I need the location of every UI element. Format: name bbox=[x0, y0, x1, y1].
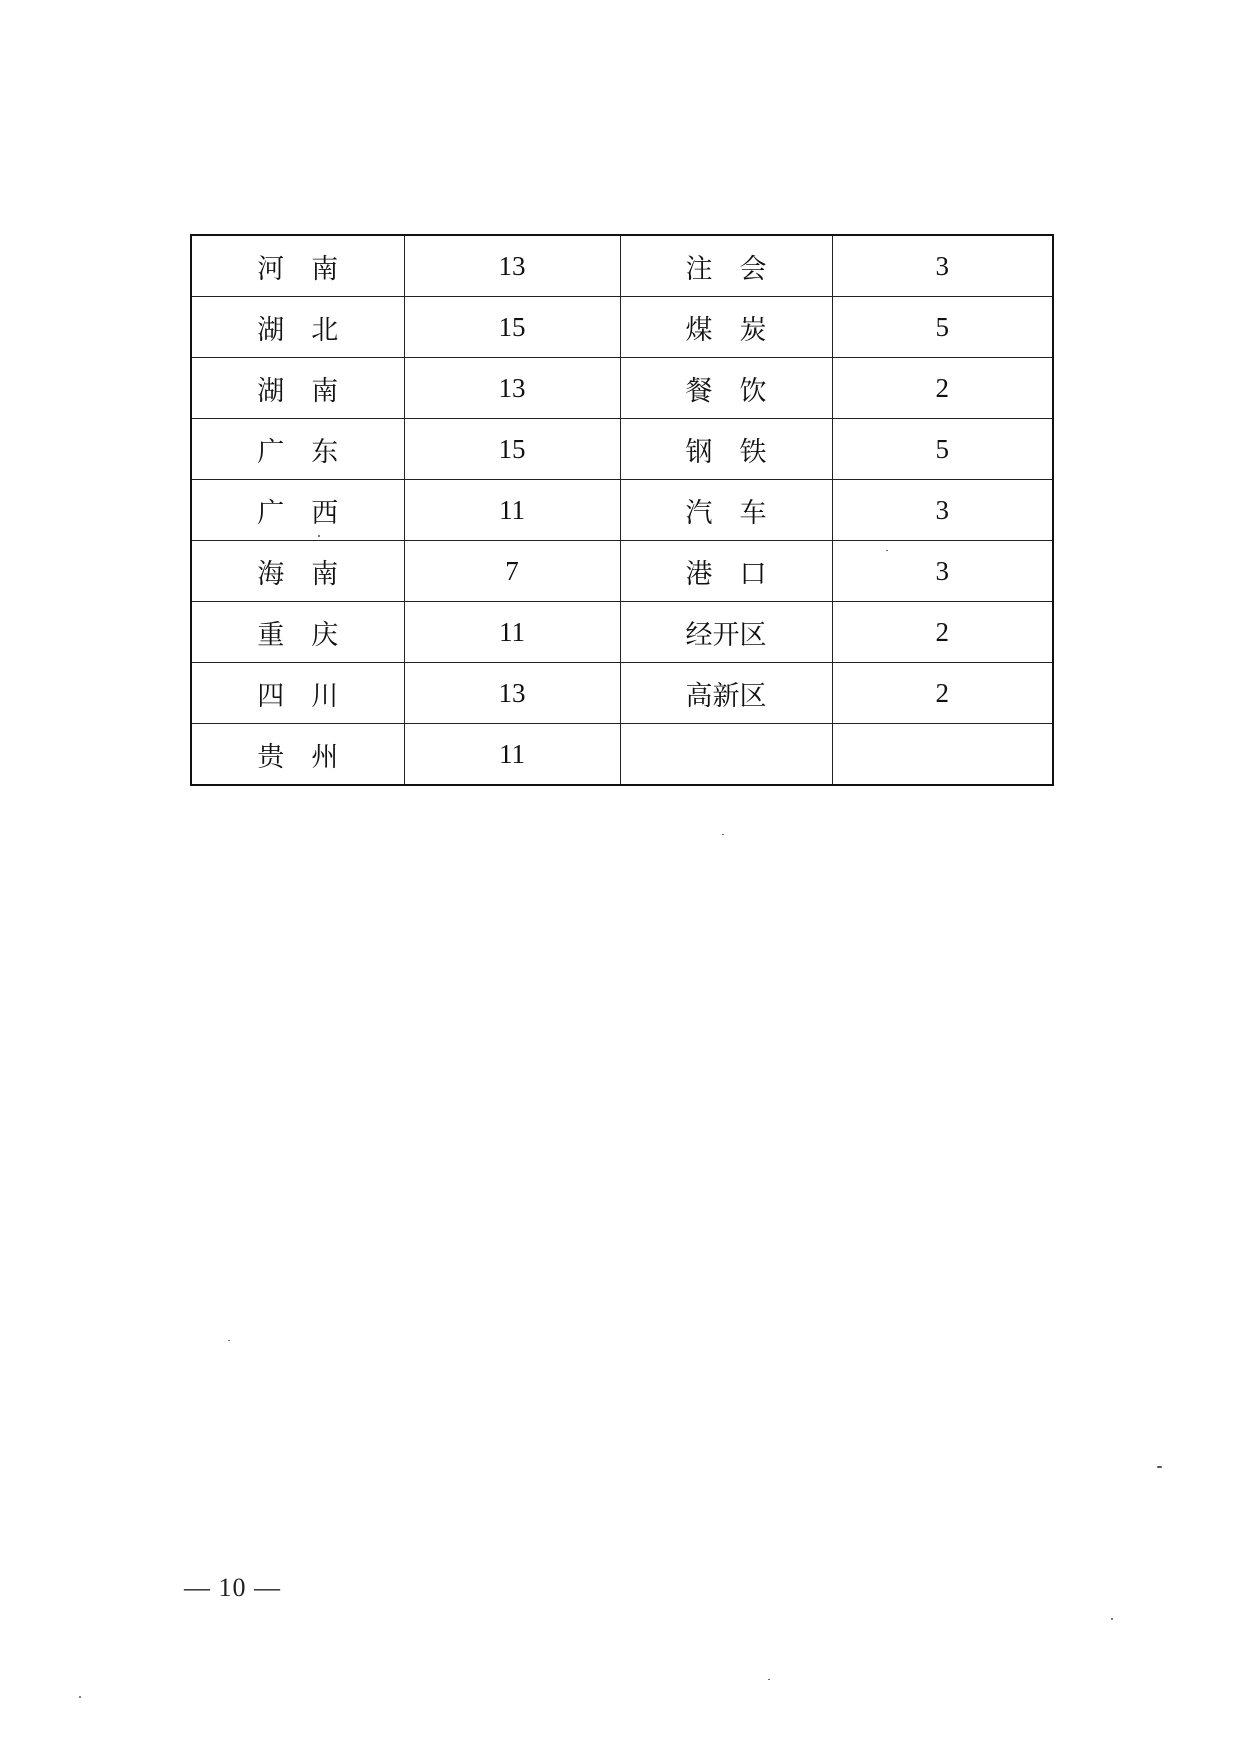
category-count: 2 bbox=[832, 602, 1053, 663]
table-row bbox=[191, 480, 1053, 541]
table-row bbox=[191, 541, 1053, 602]
category-count: 3 bbox=[832, 235, 1053, 297]
province-name: 四 川 bbox=[191, 663, 404, 724]
category-name: 注 会 bbox=[620, 235, 832, 297]
category-count bbox=[832, 724, 1053, 786]
category-name: 汽 车 bbox=[620, 480, 832, 541]
table-row bbox=[191, 297, 1053, 358]
province-name: 广 东 bbox=[191, 419, 404, 480]
category-name: 煤 炭 bbox=[620, 297, 832, 358]
category-name: 经开区 bbox=[620, 602, 832, 663]
category-count: 2 bbox=[832, 358, 1053, 419]
province-count: 11 bbox=[404, 602, 620, 663]
category-count: 3 bbox=[832, 480, 1053, 541]
province-count: 13 bbox=[404, 663, 620, 724]
province-name: 湖 北 bbox=[191, 297, 404, 358]
category-name: 钢 铁 bbox=[620, 419, 832, 480]
category-count: 2 bbox=[832, 663, 1053, 724]
scan-speck bbox=[886, 550, 888, 551]
table-row bbox=[191, 419, 1053, 480]
scan-speck bbox=[768, 1679, 770, 1680]
quota-table bbox=[190, 234, 1054, 786]
category-name: 餐 饮 bbox=[620, 358, 832, 419]
category-count: 3 bbox=[832, 541, 1053, 602]
province-name: 广 西 bbox=[191, 480, 404, 541]
province-name: 湖 南 bbox=[191, 358, 404, 419]
province-name: 河 南 bbox=[191, 235, 404, 297]
province-count: 11 bbox=[404, 724, 620, 786]
scan-speck bbox=[722, 834, 724, 835]
table-row bbox=[191, 663, 1053, 724]
province-count: 13 bbox=[404, 358, 620, 419]
province-count: 15 bbox=[404, 297, 620, 358]
scan-speck bbox=[79, 1696, 81, 1698]
province-name: 贵 州 bbox=[191, 724, 404, 786]
category-count: 5 bbox=[832, 297, 1053, 358]
province-count: 13 bbox=[404, 235, 620, 297]
province-count: 11 bbox=[404, 480, 620, 541]
page-number: — 10 — bbox=[184, 1573, 281, 1602]
scan-speck bbox=[318, 535, 320, 537]
scan-speck bbox=[1157, 1466, 1162, 1468]
province-name: 海 南 bbox=[191, 541, 404, 602]
table-row bbox=[191, 235, 1053, 297]
province-name: 重 庆 bbox=[191, 602, 404, 663]
category-name bbox=[620, 724, 832, 786]
scan-speck bbox=[1111, 1618, 1113, 1620]
scan-speck bbox=[228, 1340, 230, 1341]
table-row bbox=[191, 358, 1053, 419]
province-count: 15 bbox=[404, 419, 620, 480]
table-row bbox=[191, 602, 1053, 663]
category-name: 高新区 bbox=[620, 663, 832, 724]
table-row bbox=[191, 724, 1053, 786]
category-name: 港 口 bbox=[620, 541, 832, 602]
category-count: 5 bbox=[832, 419, 1053, 480]
province-count: 7 bbox=[404, 541, 620, 602]
